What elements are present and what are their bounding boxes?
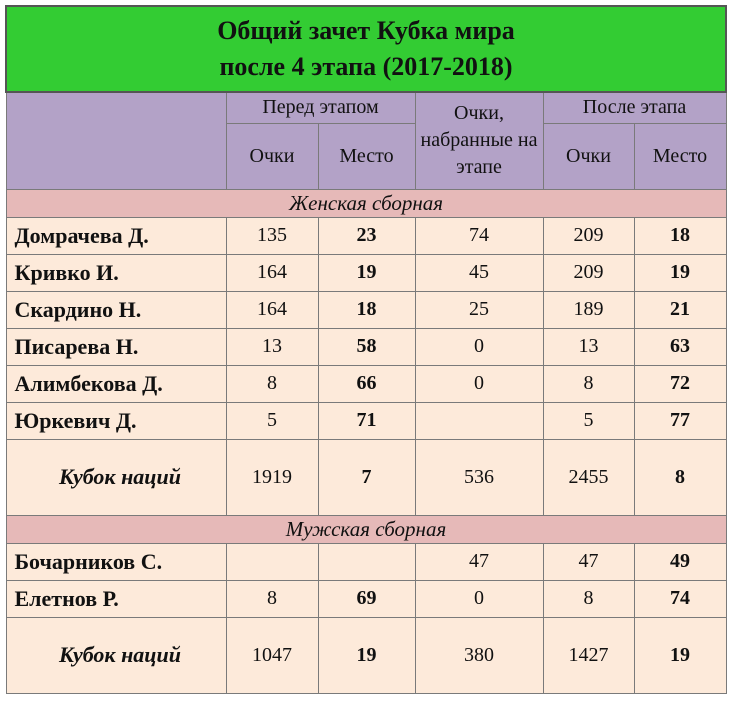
place-after: 18 xyxy=(634,217,726,254)
header-row-1 xyxy=(6,92,726,123)
points-after: 209 xyxy=(543,254,634,291)
title-line-2: после 4 этапа (2017-2018) xyxy=(219,52,513,81)
points-before xyxy=(226,543,318,580)
section-label-women: Женская сборная xyxy=(6,189,726,217)
table-row xyxy=(6,254,726,291)
header-name-cell xyxy=(6,92,226,189)
stage-points: 47 xyxy=(415,543,543,580)
place-before: 69 xyxy=(318,580,415,617)
place-after: 8 xyxy=(634,439,726,515)
header-points-before: Очки xyxy=(226,123,318,189)
points-after: 1427 xyxy=(543,617,634,693)
table-row xyxy=(6,402,726,439)
points-after: 209 xyxy=(543,217,634,254)
place-after: 77 xyxy=(634,402,726,439)
table-row xyxy=(6,543,726,580)
place-after: 63 xyxy=(634,328,726,365)
place-before: 58 xyxy=(318,328,415,365)
title-line-1: Общий зачет Кубка мира xyxy=(217,16,515,45)
athlete-name: Кривко И. xyxy=(6,254,226,291)
stage-points: 0 xyxy=(415,328,543,365)
stage-points: 0 xyxy=(415,580,543,617)
table-row xyxy=(6,365,726,402)
athlete-name: Домрачева Д. xyxy=(6,217,226,254)
place-after: 21 xyxy=(634,291,726,328)
points-before: 1047 xyxy=(226,617,318,693)
table-row xyxy=(6,580,726,617)
nations-cup-row-men xyxy=(6,617,726,693)
place-before: 66 xyxy=(318,365,415,402)
athlete-name: Елетнов Р. xyxy=(6,580,226,617)
header-stage-points: Очки, набранные на этапе xyxy=(415,92,543,189)
header-points-after: Очки xyxy=(543,123,634,189)
stage-points: 380 xyxy=(415,617,543,693)
table-row xyxy=(6,217,726,254)
place-before: 71 xyxy=(318,402,415,439)
athlete-name: Скардино Н. xyxy=(6,291,226,328)
athlete-name: Писарева Н. xyxy=(6,328,226,365)
table-row xyxy=(6,328,726,365)
section-row-women xyxy=(6,189,726,217)
athlete-name: Алимбекова Д. xyxy=(6,365,226,402)
points-before: 13 xyxy=(226,328,318,365)
points-after: 8 xyxy=(543,365,634,402)
athlete-name: Бочарников С. xyxy=(6,543,226,580)
points-after: 47 xyxy=(543,543,634,580)
points-after: 2455 xyxy=(543,439,634,515)
section-row-men xyxy=(6,515,726,543)
stage-points xyxy=(415,402,543,439)
place-before: 7 xyxy=(318,439,415,515)
points-after: 8 xyxy=(543,580,634,617)
points-before: 164 xyxy=(226,291,318,328)
athlete-name: Юркевич Д. xyxy=(6,402,226,439)
nations-cup-label: Кубок наций xyxy=(6,617,226,693)
header-place-after: Место xyxy=(634,123,726,189)
standings-table-container xyxy=(5,5,725,694)
section-label-men: Мужская сборная xyxy=(6,515,726,543)
world-cup-standings-table xyxy=(5,5,727,694)
stage-points: 536 xyxy=(415,439,543,515)
header-before-stage: Перед этапом xyxy=(226,92,415,123)
nations-cup-label: Кубок наций xyxy=(6,439,226,515)
points-before: 135 xyxy=(226,217,318,254)
points-before: 8 xyxy=(226,580,318,617)
stage-points: 45 xyxy=(415,254,543,291)
points-after: 13 xyxy=(543,328,634,365)
nations-cup-row-women xyxy=(6,439,726,515)
points-after: 189 xyxy=(543,291,634,328)
table-row xyxy=(6,291,726,328)
points-before: 1919 xyxy=(226,439,318,515)
stage-points: 0 xyxy=(415,365,543,402)
place-after: 19 xyxy=(634,254,726,291)
place-before xyxy=(318,543,415,580)
place-before: 19 xyxy=(318,254,415,291)
points-after: 5 xyxy=(543,402,634,439)
points-before: 164 xyxy=(226,254,318,291)
points-before: 5 xyxy=(226,402,318,439)
place-before: 18 xyxy=(318,291,415,328)
stage-points: 25 xyxy=(415,291,543,328)
stage-points: 74 xyxy=(415,217,543,254)
header-place-before: Место xyxy=(318,123,415,189)
points-before: 8 xyxy=(226,365,318,402)
place-after: 74 xyxy=(634,580,726,617)
place-before: 19 xyxy=(318,617,415,693)
table-title xyxy=(6,6,726,92)
place-after: 72 xyxy=(634,365,726,402)
place-after: 49 xyxy=(634,543,726,580)
place-after: 19 xyxy=(634,617,726,693)
header-after-stage: После этапа xyxy=(543,92,726,123)
title-row xyxy=(6,6,726,92)
place-before: 23 xyxy=(318,217,415,254)
